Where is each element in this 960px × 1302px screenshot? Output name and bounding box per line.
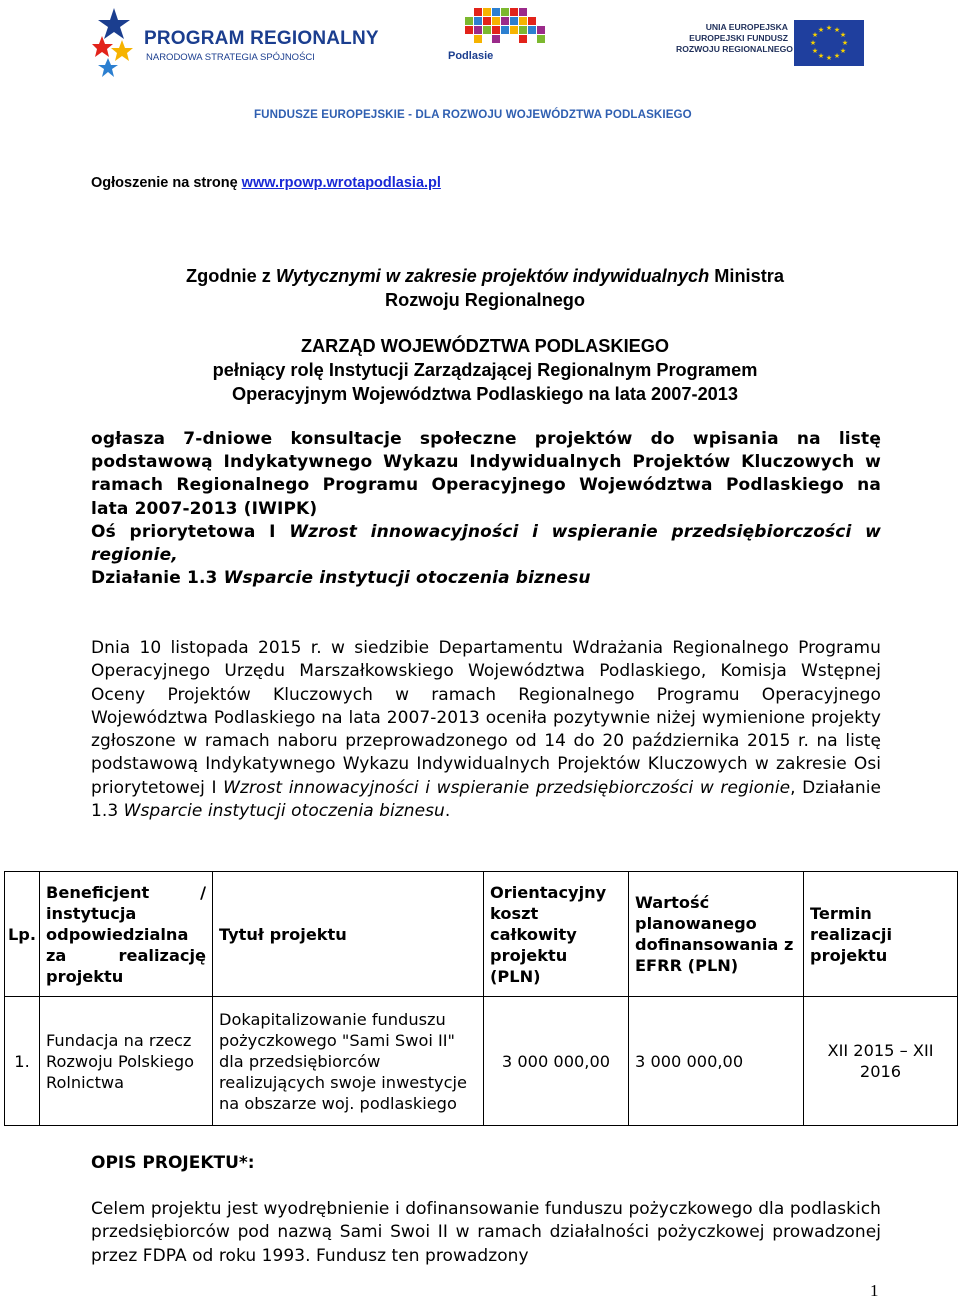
notice-action-title: Wsparcie instytucji otoczenia biznesu [223, 568, 591, 589]
intro-line-1 [60, 264, 910, 288]
program-title: PROGRAM REGIONALNY [144, 28, 379, 49]
paragraph-text: , Działanie 1.3 [91, 777, 881, 822]
paragraph-italic: Wsparcie instytucji otoczenia biznesu [123, 801, 445, 822]
description-text: Celem projektu jest wyodrębnienie i dofinansowanie funduszu pożyczkowego dla podlaskich przedsiębiorców pod nazwą Sami Swoi II w ramach działalności pożyczkowej prowadzonej przez FDPA od roku 1993. Fundusz ten prowadzony [91, 1199, 881, 1266]
announcement-label: Ogłoszenie na stronę [91, 175, 242, 191]
intro-text: Zgodnie z [186, 266, 276, 286]
eu-text [676, 22, 793, 55]
svg-text:★: ★ [833, 52, 841, 60]
star-cluster-icon [92, 6, 136, 80]
svg-text:★: ★ [833, 26, 841, 34]
svg-text:★: ★ [841, 39, 849, 47]
header-term: Termin realizacji projektu [804, 872, 958, 997]
cell-cost: 3 000 000,00 [484, 997, 629, 1126]
eu-line: UNIA EUROPEJSKA [705, 22, 788, 32]
svg-text:★: ★ [825, 54, 833, 62]
table-row [5, 997, 958, 1126]
funds-tagline-text: FUNDUSZE EUROPEJSKIE - DLA ROZWOJU WOJEWÓDZTWA PODLASKIEGO [254, 108, 692, 121]
intro-text: Ministra [709, 266, 784, 286]
podlasie-logo [440, 4, 556, 64]
intro-block [60, 264, 910, 312]
notice-text: ogłasza 7-dniowe konsultacje społeczne projektów do wpisania na listę podstawową Indykatywnego Wykazu Indywidualnych Projektów Kluczowych w ramach Regionalnego Programu Operacyjnego Województwa Podlaskiego na lata 2007-2013 (IWIPK) [91, 429, 881, 519]
eu-flag-icon [794, 20, 864, 66]
description-heading: OPIS PROJEKTU*: [91, 1153, 255, 1173]
cell-lp: 1. [5, 997, 40, 1126]
paragraph-text: Dnia 10 listopada 2015 r. w siedzibie Departamentu Wdrażania Regionalnego Programu Operacyjnego Urzędu Marszałkowskiego Województwa Podlaskiego, Komisja Wstępnej Oceny Projektów Kluczowych w ramach Regionalnego Programu Operacyjnego Województwa Podlaskiego na lata 2007-2013 oceniła pozytywnie niżej wymienione projekty zgłoszone w ramach naboru przeprowadzonego od 14 do 20 października 2015 r. na listę podstawową Indykatywnego Wykazu Indywidualnych Projektów Kluczowych w zakresie Osi priorytetowej I [91, 638, 881, 798]
cell-beneficiary: Fundacja na rzecz Rozwoju Polskiego Rolnictwa [40, 997, 213, 1126]
cell-term: XII 2015 – XII 2016 [804, 997, 958, 1126]
svg-text:★: ★ [809, 39, 817, 47]
table-header-row [5, 872, 958, 997]
cell-cofinancing: 3 000 000,00 [629, 997, 804, 1126]
svg-text:★: ★ [817, 26, 825, 34]
svg-text:★: ★ [839, 31, 847, 39]
header-cost: Orientacyjny koszt całkowity projektu (PLN) [484, 872, 629, 997]
announcement-line [91, 175, 441, 191]
paragraph-italic: Wzrost innowacyjności i wspieranie przedsiębiorczości w regionie [223, 777, 791, 798]
bison-mosaic-icon [440, 4, 556, 50]
podlasie-label: Podlasie [448, 50, 494, 62]
projects-table [4, 871, 958, 1126]
header-beneficiary: Beneficjent / instytucja odpowiedzialna za realizację projektu [40, 872, 213, 997]
notice-action-prefix: Działanie 1.3 [91, 568, 224, 589]
intro-italic: Wytycznymi w zakresie projektów indywidualnych [275, 266, 710, 286]
eu-line: ROZWOJU REGIONALNEGO [676, 44, 793, 54]
eu-logo [676, 20, 866, 70]
svg-text:★: ★ [825, 24, 833, 32]
paragraph-text: . [444, 801, 451, 822]
board-line-1: ZARZĄD WOJEWÓDZTWA PODLASKIEGO [300, 336, 670, 356]
decision-paragraph [91, 637, 881, 823]
notice-axis-prefix: Oś priorytetowa I [91, 521, 290, 542]
intro-line-2: Rozwoju Regionalnego [384, 290, 586, 310]
board-block [60, 334, 910, 406]
svg-text:★: ★ [811, 31, 819, 39]
board-line-2: pełniący rolę Instytucji Zarządzającej Regionalnym Programem [212, 360, 758, 380]
program-subtitle: NARODOWA STRATEGIA SPÓJNOŚCI [146, 52, 315, 63]
consultation-notice [91, 428, 881, 590]
header-cofinancing: Wartość planowanego dofinansowania z EFRR (PLN) [629, 872, 804, 997]
decision-text [91, 637, 881, 823]
program-regionalny-logo [92, 6, 379, 80]
svg-text:★: ★ [817, 52, 825, 60]
header-lp: Lp. [5, 872, 40, 997]
page-number: 1 [870, 1281, 879, 1300]
eu-line: EUROPEJSKI FUNDUSZ [689, 33, 788, 43]
website-link[interactable]: www.rpowp.wrotapodlasia.pl [241, 175, 441, 191]
board-line-3: Operacyjnym Województwa Podlaskiego na lata 2007-2013 [231, 384, 739, 404]
svg-text:★: ★ [811, 47, 819, 55]
notice-axis-title: Wzrost innowacyjności i wspieranie przedsiębiorczości w regionie, [91, 521, 881, 566]
svg-text:★: ★ [839, 47, 847, 55]
header-title: Tytuł projektu [213, 872, 484, 997]
cell-title: Dokapitalizowanie funduszu pożyczkowego "Sami Swoi II" dla przedsiębiorców realizujących swoje inwestycje na obszarze woj. podlaskiego [213, 997, 484, 1126]
